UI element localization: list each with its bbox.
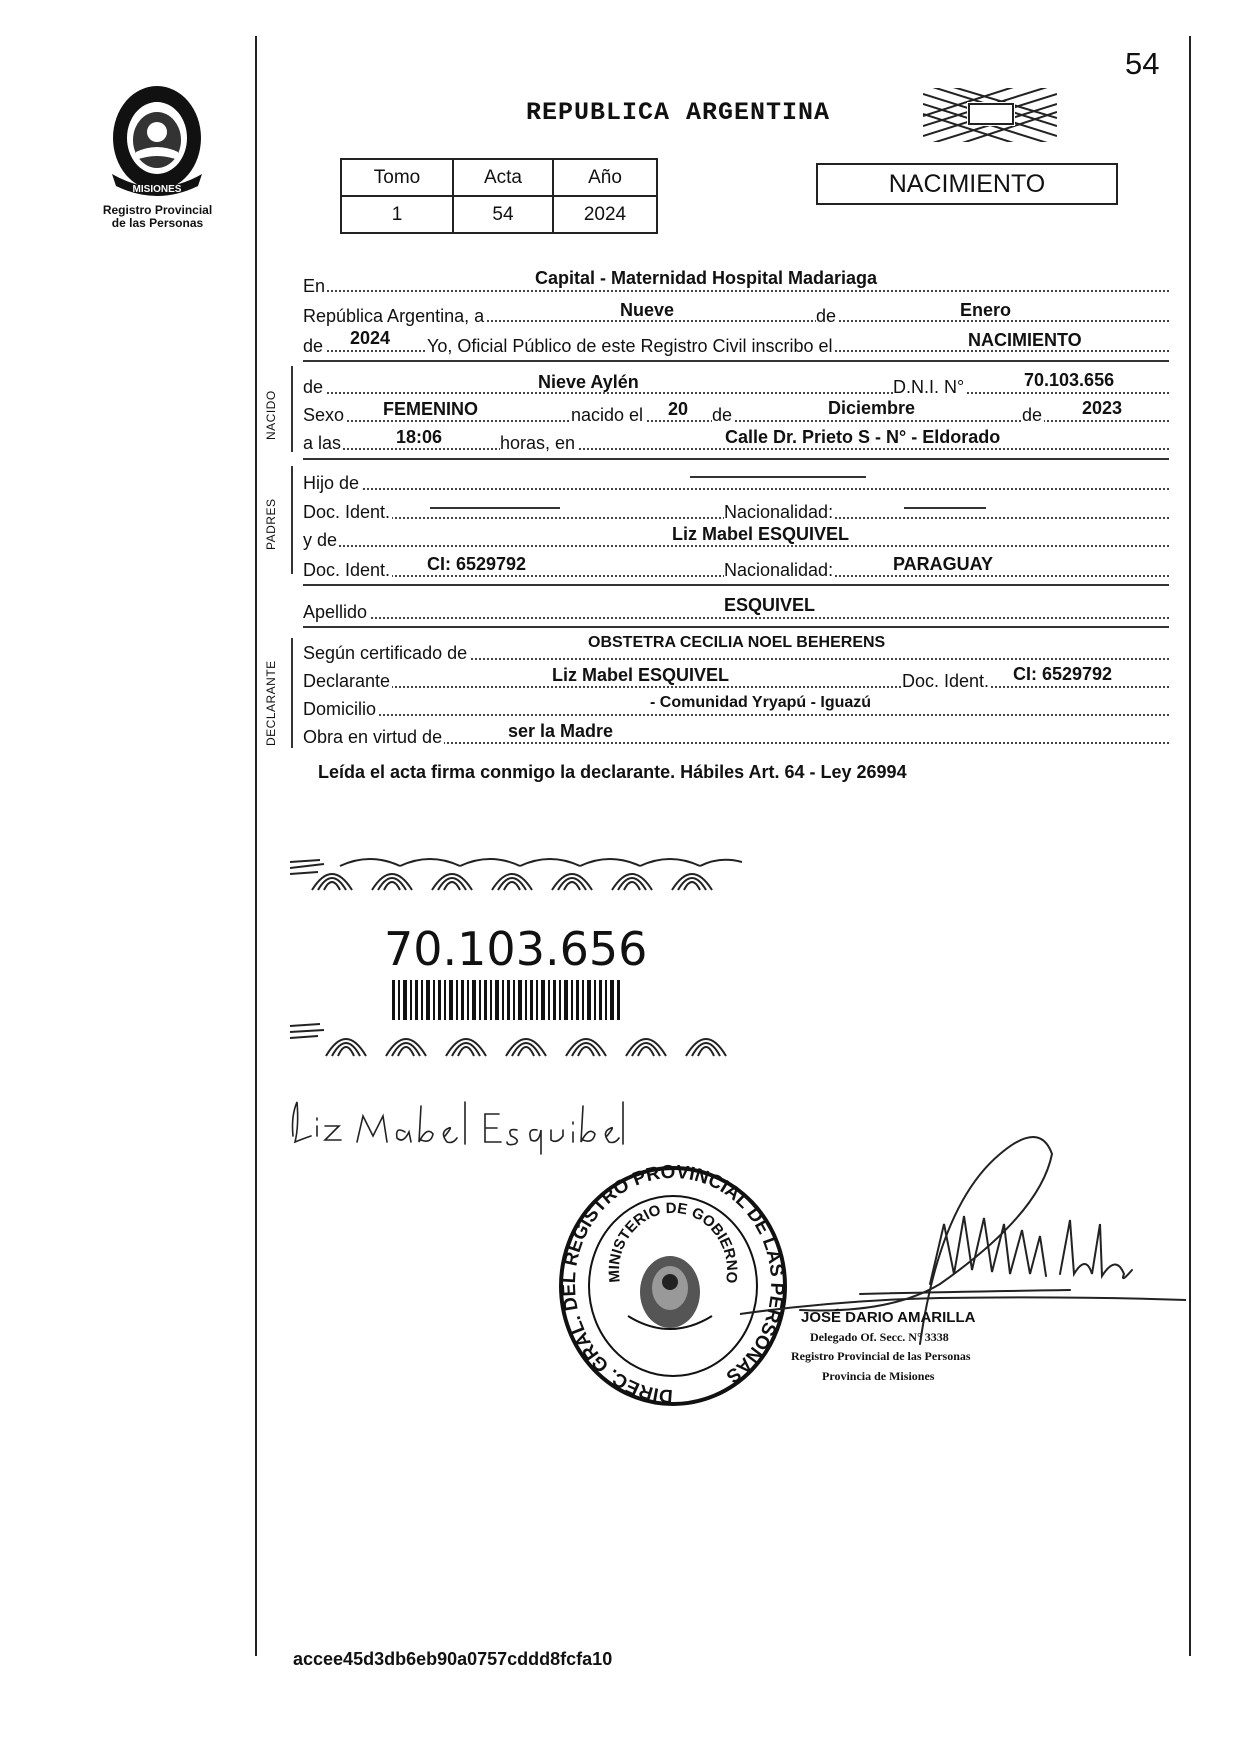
birth-year: 2023 <box>1082 398 1123 418</box>
page-number: 54 <box>1125 46 1160 81</box>
apellido-value: ESQUIVEL <box>724 595 816 615</box>
cert-label: Según certificado de <box>303 643 468 663</box>
registry-label-line2: de las Personas <box>111 216 204 230</box>
obra-label: Obra en virtud de <box>303 727 443 747</box>
nacido-sexo: FEMENINO <box>383 399 479 419</box>
de-label: de <box>816 306 837 326</box>
act-day: Nueve <box>620 300 675 320</box>
mother-nationality: PARAGUAY <box>893 554 994 574</box>
act-month: Enero <box>960 300 1012 320</box>
nacionalidad-label-2: Nacionalidad: <box>724 560 834 580</box>
blank-dash <box>690 476 866 478</box>
mother-name: Liz Mabel ESQUIVEL <box>672 524 850 544</box>
record-value-acta: 54 <box>453 196 553 233</box>
birth-place: Calle Dr. Prieto S - N° - Eldorado <box>725 427 1001 447</box>
document-hash: accee45d3db6eb90a0757cddd8fcfa10 <box>293 1649 613 1669</box>
dotted-line <box>303 488 1169 490</box>
decl-doc-label: Doc. Ident. <box>902 671 990 691</box>
seal-outer-text: DIREC. GRAL. DEL REGISTRO PROVINCIAL DE LAS PERSONAS <box>558 1164 788 1407</box>
record-table <box>340 158 658 234</box>
apellido-label: Apellido <box>303 602 368 622</box>
section-divider <box>303 584 1169 586</box>
dni-number-large: 70.103.656 <box>384 922 648 976</box>
en-label: En <box>303 276 326 296</box>
hijo-de-label: Hijo de <box>303 473 360 493</box>
section-divider <box>303 458 1169 460</box>
inscribe-value: NACIMIENTO <box>968 330 1082 350</box>
republic-label: República Argentina, a <box>303 306 485 326</box>
left-margin-line <box>255 36 257 1656</box>
country-title: REPUBLICA ARGENTINA <box>526 98 831 127</box>
padres-section-label: PADRES <box>264 498 278 550</box>
dotted-line <box>303 448 1169 450</box>
cert-value: OBSTETRA CECILIA NOEL BEHERENS <box>588 634 886 651</box>
security-pattern-box <box>923 88 1057 142</box>
nacido-dni: 70.103.656 <box>1024 370 1115 390</box>
declarante-label: Declarante <box>303 671 391 691</box>
nacido-de-label: de <box>303 377 324 397</box>
doc-ident-label-2: Doc. Ident. <box>303 560 391 580</box>
declarante-side-bar <box>291 638 293 748</box>
decl-doc-value: CI: 6529792 <box>1013 664 1113 684</box>
mother-doc: CI: 6529792 <box>427 554 527 574</box>
declarant-signature <box>285 1096 625 1156</box>
sexo-label: Sexo <box>303 405 345 425</box>
registry-label-line1: Registro Provincial <box>102 203 213 217</box>
act-type-box: NACIMIENTO <box>816 163 1118 205</box>
de-label-4: de <box>1022 405 1043 425</box>
section-divider <box>303 626 1169 628</box>
dotted-line <box>303 290 1169 292</box>
declarante-section-label: DECLARANTE <box>264 660 278 746</box>
record-header-anio: Año <box>553 159 657 196</box>
official-name: JOSÉ DARIO AMARILLA <box>801 1309 976 1326</box>
dotted-line <box>303 686 1169 688</box>
inscribe-text: Yo, Oficial Público de este Registro Civil inscribo el <box>427 336 833 356</box>
horas-en-label: horas, en <box>500 433 576 453</box>
dni-label: D.N.I. N° <box>893 377 965 397</box>
act-place: Capital - Maternidad Hospital Madariaga <box>535 268 878 288</box>
seal-emblem-icon <box>628 1256 712 1329</box>
record-value-tomo: 1 <box>341 196 453 233</box>
de-label-2: de <box>303 336 324 356</box>
official-role: Delegado Of. Secc. N° 3338 <box>810 1330 949 1344</box>
a-las-label: a las <box>303 433 342 453</box>
de-label-3: de <box>712 405 733 425</box>
obra-value: ser la Madre <box>508 721 614 741</box>
fingerprint-strip-bottom <box>290 1016 742 1058</box>
act-year: 2024 <box>350 328 391 348</box>
dotted-line <box>303 617 1169 619</box>
blank-dash <box>430 507 560 509</box>
provincial-coat-of-arms-logo <box>106 82 208 200</box>
domicilio-value: - Comunidad Yryapú - Iguazú <box>650 694 872 711</box>
doc-ident-label: Doc. Ident. <box>303 502 391 522</box>
record-value-anio: 2024 <box>553 196 657 233</box>
dotted-line <box>303 392 1169 394</box>
dotted-line <box>303 545 1169 547</box>
birth-month: Diciembre <box>828 398 916 418</box>
svg-text:MISIONES: MISIONES <box>132 184 182 195</box>
nacido-section-label: NACIDO <box>264 390 278 440</box>
nacido-name: Nieve Aylén <box>538 372 639 392</box>
legal-note: Leída el acta firma conmigo la declarante. Hábiles Art. 64 - Ley 26994 <box>318 762 907 782</box>
nacido-side-bar <box>291 366 293 452</box>
seal-inner-text: MINISTERIO DE GOBIERNO <box>605 1199 741 1284</box>
section-divider <box>303 360 1169 362</box>
record-table-header-row <box>341 159 657 196</box>
y-de-label: y de <box>303 530 338 550</box>
nacionalidad-label: Nacionalidad: <box>724 502 834 522</box>
official-office: Registro Provincial de las Personas <box>791 1349 971 1363</box>
official-province: Provincia de Misiones <box>822 1369 935 1383</box>
right-margin-line <box>1189 36 1191 1656</box>
nacido-el-label: nacido el <box>571 405 644 425</box>
birth-day: 20 <box>668 399 689 419</box>
fingerprint-strip-top <box>290 848 742 892</box>
padres-side-bar <box>291 466 293 574</box>
record-table-value-row <box>341 196 657 233</box>
registry-label <box>90 204 225 230</box>
dotted-line <box>303 714 1169 716</box>
birth-time: 18:06 <box>396 427 443 447</box>
barcode <box>392 980 624 1020</box>
domicilio-label: Domicilio <box>303 699 377 719</box>
blank-dash <box>904 507 986 509</box>
record-header-tomo: Tomo <box>341 159 453 196</box>
record-header-acta: Acta <box>453 159 553 196</box>
declarante-name: Liz Mabel ESQUIVEL <box>552 665 730 685</box>
